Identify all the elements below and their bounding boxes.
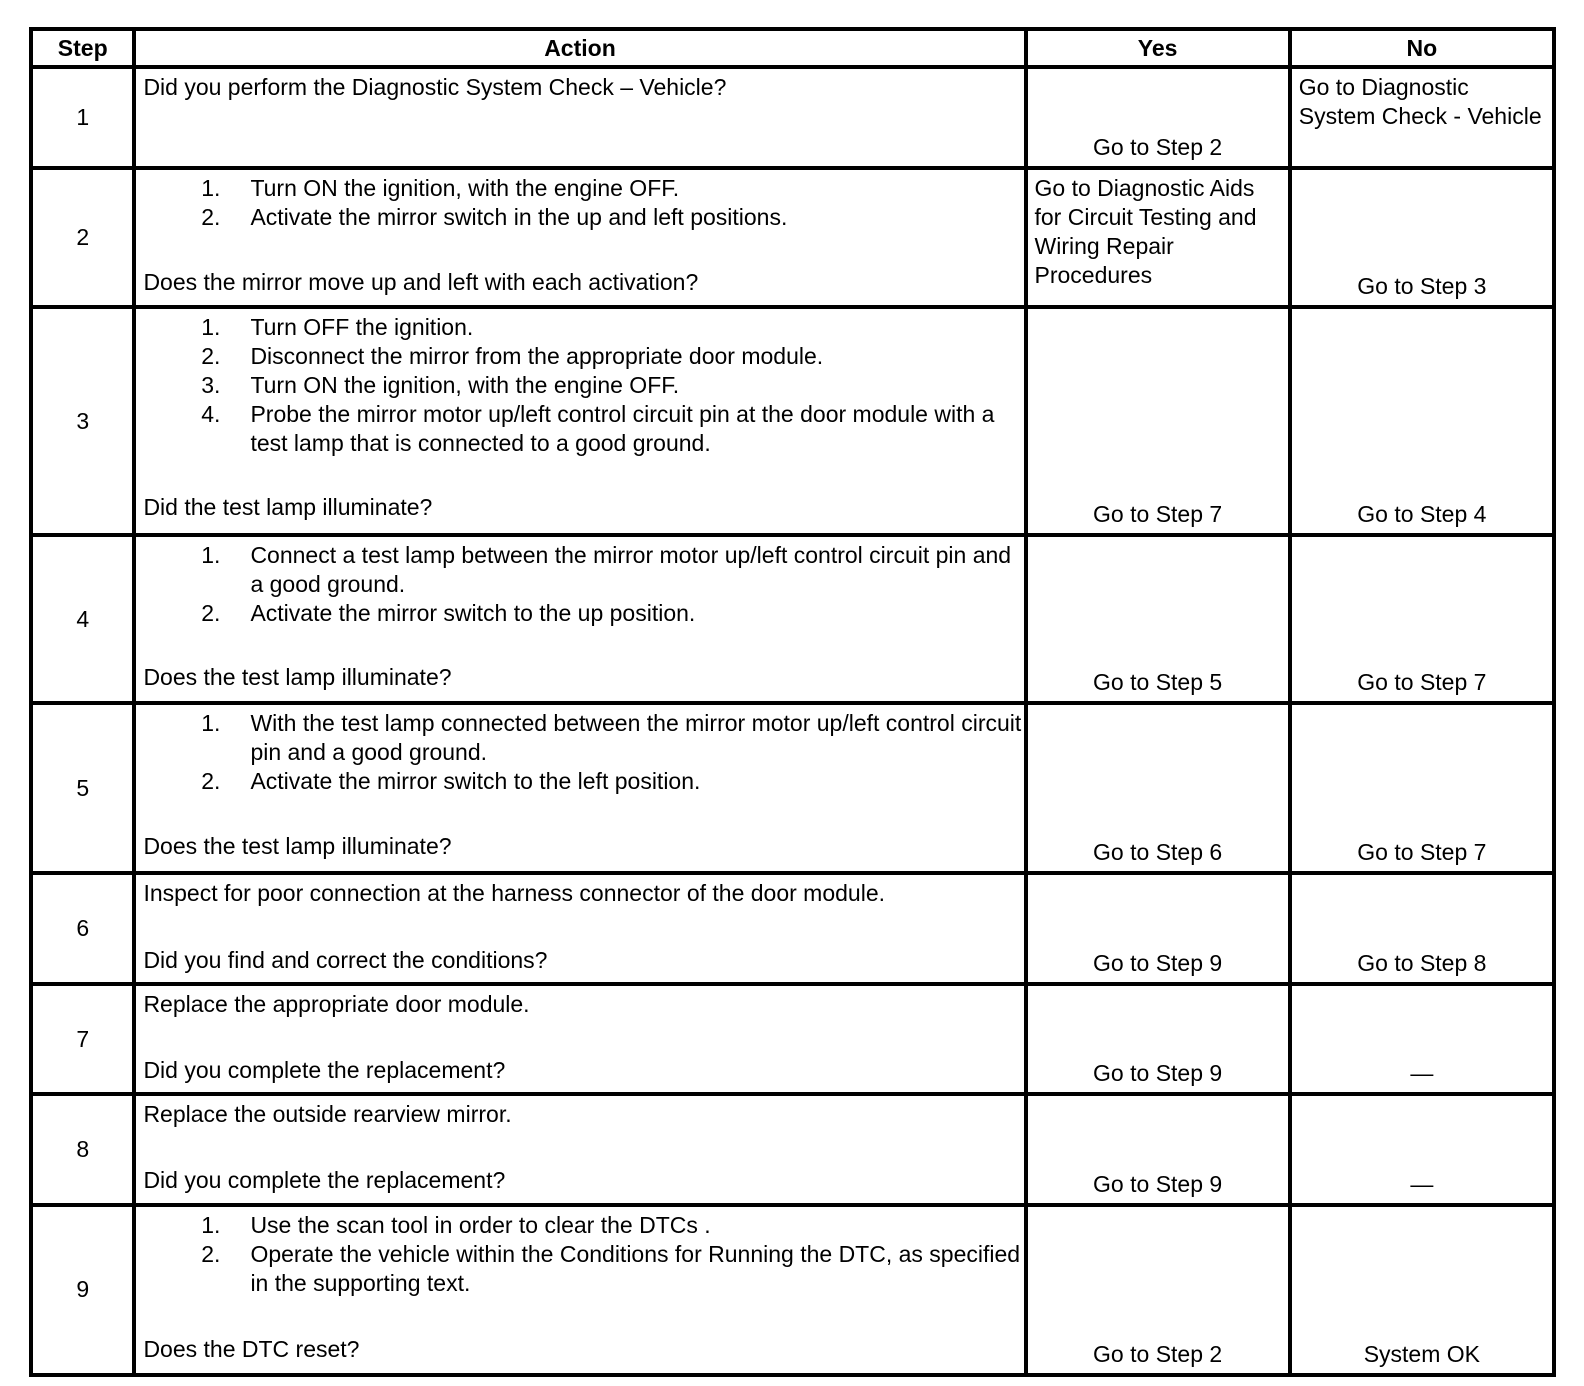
action-question: Does the DTC reset? xyxy=(143,1335,360,1362)
list-item-number: 1. xyxy=(201,1211,221,1238)
list-item-number: 1. xyxy=(201,542,221,569)
step-number: 4 xyxy=(31,535,134,703)
list-item-number: 2. xyxy=(201,600,221,627)
yes-result: Go to Step 9 xyxy=(1026,873,1290,984)
list-item-text: Use the scan tool in order to clear the DTCs . xyxy=(250,1211,711,1238)
action-content xyxy=(143,875,1023,975)
list-item xyxy=(143,203,1023,232)
action-question: Did you complete the replacement? xyxy=(143,1057,506,1084)
instruction-list xyxy=(143,705,1023,796)
table-row xyxy=(31,67,1554,168)
action-instructions xyxy=(143,875,1023,908)
action-cell xyxy=(134,703,1025,872)
list-item-text: Probe the mirror motor up/left control circuit pin at the door module with a test lamp that is connected to a good ground. xyxy=(250,401,995,457)
list-item-number: 1. xyxy=(201,710,221,737)
list-item xyxy=(143,400,1023,458)
table-row xyxy=(31,168,1554,307)
action-instructions xyxy=(143,69,1023,102)
no-result: Go to Step 7 xyxy=(1290,535,1554,703)
action-instructions xyxy=(143,1096,1023,1129)
list-item-number: 2. xyxy=(201,1240,221,1267)
no-result: Go to Diagnostic System Check - Vehicle xyxy=(1290,67,1554,168)
instruction-list xyxy=(143,537,1023,628)
header-row xyxy=(31,29,1554,67)
list-item-number: 4. xyxy=(201,401,221,428)
list-item xyxy=(143,342,1023,371)
action-content xyxy=(143,1207,1023,1364)
action-intro: Inspect for poor connection at the harness connector of the door module. xyxy=(143,879,886,906)
action-intro: Replace the appropriate door module. xyxy=(143,991,530,1018)
list-item-text: Connect a test lamp between the mirror motor up/left control circuit pin and a good ground. xyxy=(250,542,1012,598)
list-item xyxy=(143,709,1023,767)
action-question: Does the mirror move up and left with each activation? xyxy=(143,269,699,296)
table-row xyxy=(31,1094,1554,1204)
action-content xyxy=(143,309,1023,522)
table-row xyxy=(31,307,1554,535)
no-result: Go to Step 4 xyxy=(1290,307,1554,535)
action-instructions xyxy=(143,537,1023,628)
step-number: 3 xyxy=(31,307,134,535)
instruction-list xyxy=(143,170,1023,232)
list-item-text: With the test lamp connected between the mirror motor up/left control circuit pin and a good ground. xyxy=(250,710,1022,766)
instruction-list xyxy=(143,1207,1023,1298)
step-number: 7 xyxy=(31,984,134,1094)
action-content xyxy=(143,69,1023,159)
list-item xyxy=(143,541,1023,599)
table-row xyxy=(31,535,1554,703)
list-item-number: 1. xyxy=(201,314,221,341)
action-cell xyxy=(134,535,1025,703)
action-intro: Did you perform the Diagnostic System Check – Vehicle? xyxy=(143,74,727,100)
header-yes: Yes xyxy=(1026,29,1290,67)
step-number: 2 xyxy=(31,168,134,307)
action-instructions xyxy=(143,986,1023,1019)
table-body xyxy=(31,67,1554,1375)
action-cell xyxy=(134,873,1025,984)
step-number: 8 xyxy=(31,1094,134,1204)
list-item-number: 2. xyxy=(201,768,221,795)
list-item-text: Activate the mirror switch to the up position. xyxy=(250,600,696,627)
action-instructions xyxy=(143,309,1023,458)
step-number: 6 xyxy=(31,873,134,984)
no-result: Go to Step 3 xyxy=(1290,168,1554,307)
action-cell xyxy=(134,307,1025,535)
step-number: 5 xyxy=(31,703,134,872)
step-number: 9 xyxy=(31,1205,134,1375)
action-content xyxy=(143,1096,1023,1195)
yes-result: Go to Diagnostic Aids for Circuit Testing and Wiring Repair Procedures xyxy=(1026,168,1290,307)
list-item-number: 3. xyxy=(201,372,221,399)
action-instructions xyxy=(143,1207,1023,1298)
header-no: No xyxy=(1290,29,1554,67)
action-question: Does the test lamp illuminate? xyxy=(143,664,452,691)
list-item-text: Operate the vehicle within the Conditions for Running the DTC, as specified in the supporting text. xyxy=(250,1240,1021,1296)
action-content xyxy=(143,537,1023,692)
table-row xyxy=(31,873,1554,984)
table-row xyxy=(31,984,1554,1094)
table-row xyxy=(31,703,1554,872)
list-item-text: Activate the mirror switch to the left position. xyxy=(250,768,701,795)
action-content xyxy=(143,986,1023,1085)
list-item-number: 2. xyxy=(201,204,221,231)
list-item xyxy=(143,767,1023,796)
action-question: Did you find and correct the conditions? xyxy=(143,946,548,973)
action-content xyxy=(143,170,1023,297)
action-cell xyxy=(134,1094,1025,1204)
list-item-number: 2. xyxy=(201,343,221,370)
step-number: 1 xyxy=(31,67,134,168)
list-item-text: Disconnect the mirror from the appropriate door module. xyxy=(250,343,824,370)
list-item-text: Turn ON the ignition, with the engine OFF. xyxy=(250,372,680,399)
no-result: Go to Step 8 xyxy=(1290,873,1554,984)
no-result: Go to Step 7 xyxy=(1290,703,1554,872)
list-item-number: 1. xyxy=(201,175,221,202)
action-question: Did the test lamp illuminate? xyxy=(143,494,433,521)
yes-result: Go to Step 7 xyxy=(1026,307,1290,535)
yes-result: Go to Step 9 xyxy=(1026,1094,1290,1204)
no-result: — xyxy=(1290,984,1554,1094)
action-instructions xyxy=(143,170,1023,232)
yes-result: Go to Step 6 xyxy=(1026,703,1290,872)
action-question: Does the test lamp illuminate? xyxy=(143,833,452,860)
instruction-list xyxy=(143,309,1023,458)
no-result: — xyxy=(1290,1094,1554,1204)
yes-result: Go to Step 2 xyxy=(1026,1205,1290,1375)
action-question: Did you complete the replacement? xyxy=(143,1167,506,1194)
list-item xyxy=(143,371,1023,400)
diagnostic-table-container xyxy=(29,27,1556,1377)
action-cell xyxy=(134,984,1025,1094)
table-row xyxy=(31,1205,1554,1375)
action-cell xyxy=(134,168,1025,307)
list-item xyxy=(143,174,1023,203)
action-intro: Replace the outside rearview mirror. xyxy=(143,1101,512,1128)
list-item xyxy=(143,1211,1023,1240)
action-cell xyxy=(134,1205,1025,1375)
yes-result: Go to Step 5 xyxy=(1026,535,1290,703)
no-result: System OK xyxy=(1290,1205,1554,1375)
list-item-text: Turn ON the ignition, with the engine OFF. xyxy=(250,175,680,202)
diagnostic-table xyxy=(29,27,1556,1377)
header-step: Step xyxy=(31,29,134,67)
yes-result: Go to Step 9 xyxy=(1026,984,1290,1094)
yes-result: Go to Step 2 xyxy=(1026,67,1290,168)
action-content xyxy=(143,705,1023,861)
list-item xyxy=(143,313,1023,342)
list-item-text: Activate the mirror switch in the up and left positions. xyxy=(250,204,788,231)
list-item xyxy=(143,599,1023,628)
list-item-text: Turn OFF the ignition. xyxy=(250,314,474,341)
list-item xyxy=(143,1240,1023,1298)
action-instructions xyxy=(143,705,1023,796)
action-cell xyxy=(134,67,1025,168)
header-action: Action xyxy=(134,29,1025,67)
